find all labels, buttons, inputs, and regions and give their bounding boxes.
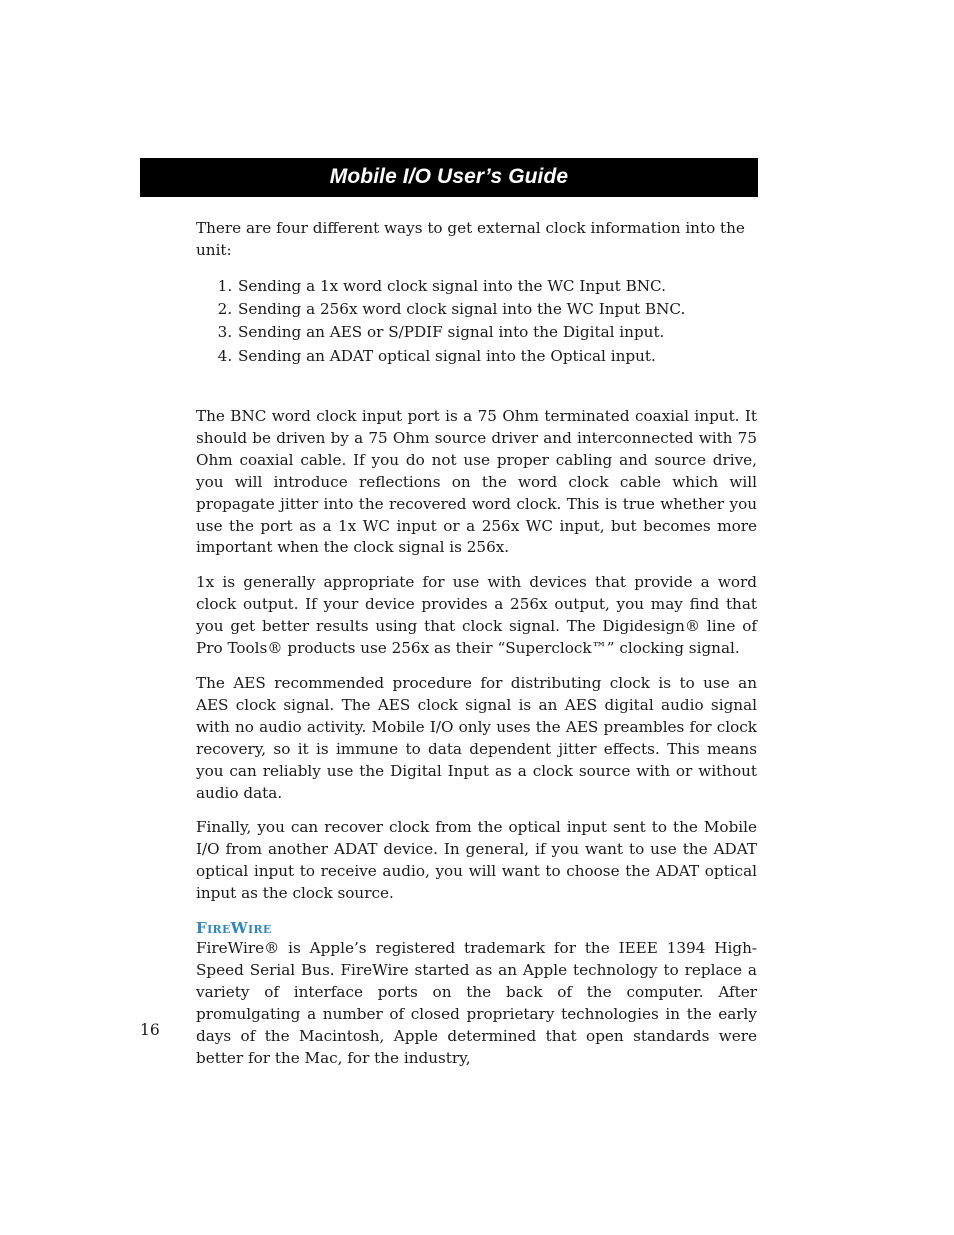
section-heading-firewire: FireWire [196, 919, 272, 938]
header-bar [140, 158, 758, 197]
aes-paragraph: The AES recommended procedure for distributing clock is to use an AES clock signal. The AES clock signal is an AES digital audio signal with no audio activity. Mobile I/O only uses the AES preambles for clock recovery, so it is immune to data dependent jitter effects. This means you can reliably use the Digital Input as a clock source with or without audio data. [196, 673, 757, 802]
list-item: 4. Sending an ADAT optical signal into the Optical input. [237, 345, 757, 368]
optical-paragraph: Finally, you can recover clock from the optical input sent to the Mobile I/O from another ADAT device. In general, if you want to use the ADAT optical input to receive audio, you will want to choose the ADAT optical input as the clock source. [196, 818, 757, 903]
page-content [196, 218, 757, 1069]
list-item: 3. Sending an AES or S/PDIF signal into the Digital input. [237, 321, 757, 344]
intro-paragraph: There are four different ways to get external clock information into the unit: [196, 219, 745, 259]
list-item: 2. Sending a 256x word clock signal into the WC Input BNC. [237, 298, 757, 321]
firewire-paragraph: FireWire® is Apple’s registered trademark for the IEEE 1394 High-Speed Serial Bus. FireWire started as an Apple technology to replace a variety of interface ports on the back of the computer. After promulgating a number of closed proprietary technologies in the early days of the Macintosh, Apple determined that open standards were better for the Mac, for the industry, [196, 939, 757, 1067]
list-item: 1. Sending a 1x word clock signal into the WC Input BNC. [237, 275, 757, 298]
clock-methods-list [196, 275, 757, 368]
superclock-paragraph: 1x is generally appropriate for use with devices that provide a word clock output. If your device provides a 256x output, you may find that you get better results using that clock signal. The Digidesign® line of Pro Tools® products use 256x as their “Superclock™” clocking signal. [196, 573, 757, 658]
page-number: 16 [140, 1021, 160, 1039]
page-header-title: Mobile I/O User’s Guide [329, 164, 569, 188]
bnc-paragraph: The BNC word clock input port is a 75 Ohm terminated coaxial input. It should be driven by a 75 Ohm source driver and interconnected with 75 Ohm coaxial cable. If you do not use proper cabling and source drive, you will introduce reflections on the word clock cable which will propagate jitter into the recovered word clock. This is true whether you use the port as a 1x WC input or a 256x WC input, but becomes more important when the clock signal is 256x. [196, 407, 757, 557]
